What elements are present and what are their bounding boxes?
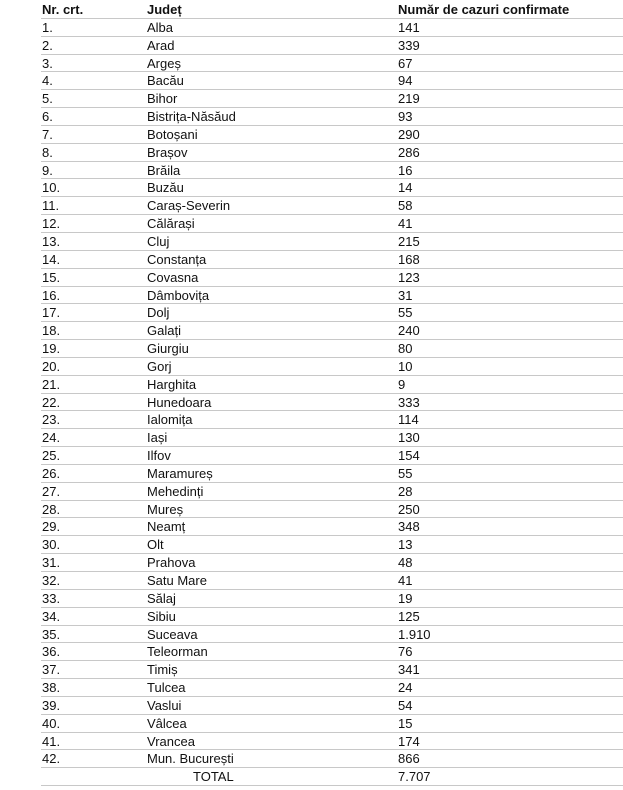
county-name: Neamț — [147, 519, 186, 535]
confirmed-cases: 9 — [398, 376, 406, 392]
confirmed-cases: 141 — [398, 19, 420, 35]
county-name: Olt — [147, 537, 164, 553]
table-row — [41, 287, 623, 305]
confirmed-cases: 1.910 — [398, 626, 431, 642]
row-number: 8. — [42, 144, 53, 160]
row-number: 24. — [42, 430, 61, 446]
county-name: Vrancea — [147, 733, 195, 749]
table-row — [41, 108, 623, 126]
county-name: Brăila — [147, 162, 181, 178]
total-value: 7.707 — [398, 769, 431, 785]
row-number: 32. — [42, 573, 61, 588]
confirmed-cases: 16 — [398, 162, 413, 178]
county-name: Ialomița — [147, 412, 193, 428]
confirmed-cases: 250 — [398, 501, 420, 517]
county-name: Giurgiu — [147, 341, 189, 357]
row-number: 40. — [42, 715, 61, 731]
table-row — [41, 215, 623, 233]
county-name: Teleorman — [147, 644, 208, 660]
confirmed-cases: 341 — [398, 662, 420, 678]
confirmed-cases: 215 — [398, 233, 420, 249]
confirmed-cases: 13 — [398, 537, 413, 553]
row-number: 20. — [42, 358, 61, 374]
county-name: Vâlcea — [147, 715, 187, 731]
row-number: 35. — [42, 626, 61, 642]
confirmed-cases: 41 — [398, 573, 413, 588]
confirmed-cases: 55 — [398, 305, 413, 321]
county-name: Ilfov — [147, 448, 171, 464]
county-name: Alba — [147, 19, 174, 35]
table-row — [41, 233, 623, 251]
table-row — [41, 72, 623, 90]
table-row — [41, 590, 623, 608]
county-name: Timiș — [147, 662, 178, 678]
confirmed-cases: 94 — [398, 73, 413, 89]
table-row — [41, 144, 623, 162]
row-number: 38. — [42, 680, 61, 696]
table-row — [41, 251, 623, 269]
row-number: 16. — [42, 287, 61, 303]
table-row — [41, 608, 623, 626]
county-name: Botoșani — [147, 126, 198, 142]
row-number: 26. — [42, 465, 61, 481]
table-row — [41, 304, 623, 322]
table-row — [41, 269, 623, 287]
confirmed-cases: 348 — [398, 519, 420, 535]
confirmed-cases: 58 — [398, 198, 413, 214]
confirmed-cases: 31 — [398, 287, 413, 303]
row-number: 6. — [42, 109, 53, 125]
cases-table — [41, 1, 623, 786]
table-row — [41, 126, 623, 144]
county-name: Vaslui — [147, 697, 182, 713]
row-number: 29. — [42, 519, 61, 535]
row-number: 4. — [42, 73, 53, 89]
row-number: 2. — [42, 37, 53, 53]
confirmed-cases: 24 — [398, 680, 413, 696]
table-row — [41, 179, 623, 197]
confirmed-cases: 866 — [398, 751, 420, 767]
county-name: Bistrița-Năsăud — [147, 109, 236, 125]
table-row — [41, 554, 623, 572]
table-row — [41, 536, 623, 554]
county-name: Galați — [147, 323, 181, 339]
confirmed-cases: 76 — [398, 644, 413, 660]
county-name: Suceava — [147, 626, 198, 642]
header-cazuri: Număr de cazuri confirmate — [398, 2, 570, 17]
row-number: 42. — [42, 751, 61, 767]
confirmed-cases: 28 — [398, 483, 413, 499]
table-row — [41, 358, 623, 376]
table-row — [41, 322, 623, 340]
confirmed-cases: 219 — [398, 91, 420, 107]
row-number: 23. — [42, 412, 61, 428]
county-name: Satu Mare — [147, 573, 207, 588]
table-row — [41, 518, 623, 536]
row-number: 9. — [42, 162, 53, 178]
confirmed-cases: 10 — [398, 358, 413, 374]
table-row — [41, 340, 623, 358]
table-row — [41, 162, 623, 180]
table-row — [41, 697, 623, 715]
table-row — [41, 483, 623, 501]
county-name: Prahova — [147, 555, 196, 571]
row-number: 11. — [42, 198, 60, 214]
county-name: Covasna — [147, 269, 199, 285]
row-number: 10. — [42, 180, 61, 196]
table-row — [41, 750, 623, 768]
county-name: Buzău — [147, 180, 184, 196]
county-name: Bacău — [147, 73, 184, 89]
table-row — [41, 429, 623, 447]
table-row — [41, 37, 623, 55]
table-row — [41, 626, 623, 644]
table-row — [41, 465, 623, 483]
row-number: 36. — [42, 644, 61, 660]
county-name: Dolj — [147, 305, 170, 321]
confirmed-cases: 55 — [398, 465, 413, 481]
row-number: 12. — [42, 216, 61, 232]
row-number: 1. — [42, 19, 53, 35]
confirmed-cases: 240 — [398, 323, 420, 339]
county-name: Arad — [147, 37, 175, 53]
confirmed-cases: 290 — [398, 126, 420, 142]
county-name: Maramureș — [147, 465, 213, 481]
county-name: Iași — [147, 430, 168, 446]
confirmed-cases: 168 — [398, 251, 420, 267]
confirmed-cases: 93 — [398, 109, 413, 125]
county-name: Sibiu — [147, 608, 176, 624]
table-row — [41, 90, 623, 108]
row-number: 21. — [42, 376, 61, 392]
row-number: 41. — [42, 733, 61, 749]
county-name: Mureș — [147, 501, 184, 517]
row-number: 19. — [42, 341, 61, 357]
county-name: Tulcea — [147, 680, 186, 696]
table-row — [41, 501, 623, 519]
total-row — [41, 768, 623, 786]
table-row — [41, 19, 623, 37]
confirmed-cases: 174 — [398, 733, 420, 749]
table-row — [41, 55, 623, 73]
row-number: 25. — [42, 448, 61, 464]
table-row — [41, 572, 623, 590]
table-row — [41, 733, 623, 751]
table-header — [41, 1, 623, 19]
confirmed-cases: 286 — [398, 144, 420, 160]
table-row — [41, 661, 623, 679]
row-number: 27. — [42, 483, 61, 499]
county-name: Sălaj — [147, 590, 176, 606]
county-name: Gorj — [147, 358, 172, 374]
confirmed-cases: 333 — [398, 394, 420, 410]
header-judet: Județ — [147, 2, 182, 17]
row-number: 14. — [42, 251, 61, 267]
confirmed-cases: 80 — [398, 341, 413, 357]
county-name: Argeș — [147, 55, 181, 71]
county-name: Constanța — [147, 251, 207, 267]
confirmed-cases: 67 — [398, 55, 413, 71]
confirmed-cases: 54 — [398, 697, 413, 713]
county-name: Mun. București — [147, 751, 234, 767]
confirmed-cases: 154 — [398, 448, 420, 464]
county-name: Hunedoara — [147, 394, 212, 410]
county-name: Cluj — [147, 233, 170, 249]
table-row — [41, 715, 623, 733]
row-number: 7. — [42, 126, 53, 142]
county-name: Harghita — [147, 376, 197, 392]
row-number: 28. — [42, 501, 61, 517]
row-number: 5. — [42, 91, 53, 107]
header-nr: Nr. crt. — [42, 2, 84, 17]
confirmed-cases: 48 — [398, 555, 413, 571]
row-number: 37. — [42, 662, 61, 678]
confirmed-cases: 123 — [398, 269, 420, 285]
row-number: 30. — [42, 537, 61, 553]
table-row — [41, 197, 623, 215]
confirmed-cases: 114 — [398, 412, 419, 428]
table-row — [41, 679, 623, 697]
confirmed-cases: 339 — [398, 37, 420, 53]
county-name: Caraș-Severin — [147, 198, 231, 214]
row-number: 17. — [42, 305, 61, 321]
row-number: 13. — [42, 233, 61, 249]
row-number: 18. — [42, 323, 61, 339]
county-name: Mehedinți — [147, 483, 204, 499]
table-row — [41, 376, 623, 394]
confirmed-cases: 19 — [398, 590, 413, 606]
row-number: 39. — [42, 697, 61, 713]
table-row — [41, 643, 623, 661]
row-number: 3. — [42, 55, 53, 71]
table-row — [41, 394, 623, 412]
county-name: Brașov — [147, 144, 188, 160]
row-number: 33. — [42, 590, 61, 606]
total-label: TOTAL — [193, 769, 234, 785]
confirmed-cases: 125 — [398, 608, 420, 624]
confirmed-cases: 15 — [398, 715, 413, 731]
confirmed-cases: 14 — [398, 180, 413, 196]
confirmed-cases: 130 — [398, 430, 420, 446]
county-name: Dâmbovița — [147, 287, 210, 303]
table-body — [41, 19, 623, 768]
table-row — [41, 411, 623, 429]
county-name: Bihor — [147, 91, 178, 107]
confirmed-cases: 41 — [398, 216, 413, 232]
row-number: 22. — [42, 394, 61, 410]
row-number: 34. — [42, 608, 61, 624]
table-row — [41, 447, 623, 465]
county-name: Călărași — [147, 216, 195, 232]
row-number: 15. — [42, 269, 61, 285]
row-number: 31. — [42, 555, 61, 571]
